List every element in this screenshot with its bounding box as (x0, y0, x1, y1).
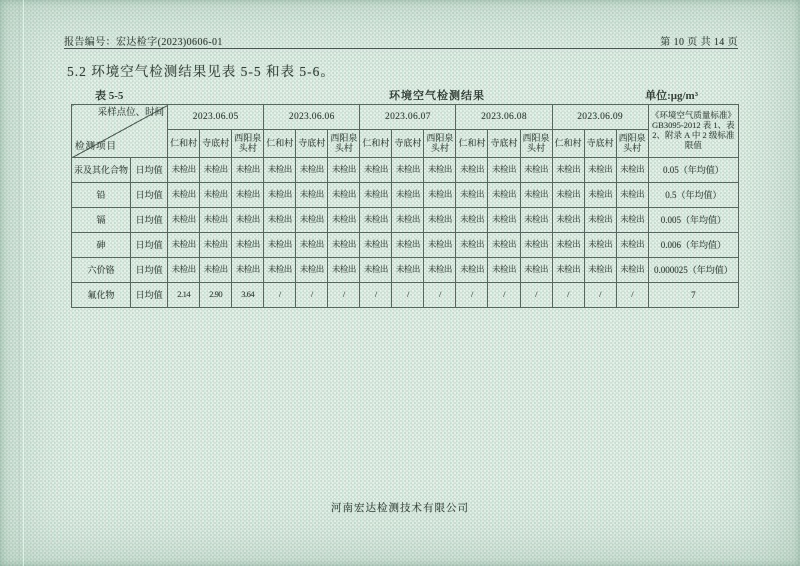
table-row (72, 283, 739, 308)
measurement-value: 未检出 (456, 233, 488, 258)
row-item-label: 砷 (72, 233, 131, 258)
row-item-label: 氟化物 (72, 283, 131, 308)
site-header: 西阳泉头村 (232, 129, 264, 157)
table-caption (71, 87, 738, 103)
measurement-value: 未检出 (552, 208, 584, 233)
measurement-value: 未检出 (232, 183, 264, 208)
site-header: 西阳泉头村 (328, 129, 360, 157)
measurement-value: 未检出 (168, 208, 200, 233)
measurement-value: 未检出 (520, 258, 552, 283)
date-header: 2023.06.07 (360, 105, 456, 130)
table-number: 表 5-5 (95, 90, 124, 102)
measurement-value: / (584, 283, 616, 308)
corner-label-sampling: 采样点位、时间 (97, 108, 165, 118)
row-value-type: 日均值 (131, 283, 168, 308)
measurement-value: 未检出 (200, 258, 232, 283)
measurement-value: 未检出 (264, 183, 296, 208)
measurement-value: 未检出 (264, 208, 296, 233)
measurement-value: 未检出 (360, 258, 392, 283)
header-row-dates (72, 105, 739, 130)
measurement-value: 未检出 (200, 158, 232, 183)
row-item-label: 铅 (72, 183, 131, 208)
row-value-type: 日均值 (131, 158, 168, 183)
measurement-value: 未检出 (264, 158, 296, 183)
site-header: 寺底村 (584, 129, 616, 157)
measurement-value: 未检出 (360, 158, 392, 183)
corner-label-items: 检测项目 (75, 142, 118, 153)
measurement-value: 未检出 (328, 183, 360, 208)
measurement-value: / (424, 283, 456, 308)
measurement-value: 未检出 (392, 208, 424, 233)
measurement-value: 未检出 (232, 258, 264, 283)
measurement-value: 未检出 (360, 233, 392, 258)
measurement-value: 未检出 (552, 258, 584, 283)
row-limit-value: 0.006（年均值） (648, 233, 738, 258)
measurement-value: 未检出 (264, 233, 296, 258)
measurement-value: 未检出 (296, 208, 328, 233)
measurement-value: 未检出 (232, 158, 264, 183)
measurement-value: 未检出 (424, 158, 456, 183)
date-header: 2023.06.05 (168, 105, 264, 130)
measurement-value: 未检出 (584, 158, 616, 183)
date-header: 2023.06.09 (552, 105, 648, 130)
measurement-value: 未检出 (456, 183, 488, 208)
table-body (72, 158, 739, 308)
measurement-value: 3.64 (232, 283, 264, 308)
row-item-label: 六价铬 (72, 258, 131, 283)
measurement-value: 未检出 (616, 208, 648, 233)
site-header: 寺底村 (200, 129, 232, 157)
measurement-value: 未检出 (616, 183, 648, 208)
measurement-value: 未检出 (392, 183, 424, 208)
table-row (72, 208, 739, 233)
table-title: 环境空气检测结果 (389, 90, 485, 102)
measurement-value: 未检出 (584, 258, 616, 283)
measurement-value: 未检出 (168, 158, 200, 183)
measurement-value: 未检出 (488, 258, 520, 283)
table-row (72, 183, 739, 208)
section-title: 5.2 环境空气检测结果见表 5-5 和表 5-6。 (67, 64, 335, 79)
air-quality-results-table (71, 104, 739, 308)
corner-cell-content (72, 105, 167, 157)
measurement-value: 未检出 (488, 233, 520, 258)
measurement-value: 未检出 (424, 258, 456, 283)
header-row-sites (72, 129, 739, 157)
measurement-value: 未检出 (520, 208, 552, 233)
row-limit-value: 0.05（年均值） (648, 158, 738, 183)
measurement-value: / (328, 283, 360, 308)
corner-cell (72, 105, 168, 158)
page-header (64, 30, 738, 49)
measurement-value: 未检出 (328, 158, 360, 183)
measurement-value: 未检出 (616, 258, 648, 283)
row-item-label: 汞及其化合物 (72, 158, 131, 183)
table-row (72, 158, 739, 183)
measurement-value: / (296, 283, 328, 308)
measurement-value: 未检出 (424, 233, 456, 258)
measurement-value: / (360, 283, 392, 308)
measurement-value: 未检出 (200, 233, 232, 258)
measurement-value: 2.90 (200, 283, 232, 308)
measurement-value: 未检出 (200, 183, 232, 208)
row-limit-value: 0.5（年均值） (648, 183, 738, 208)
measurement-value: 未检出 (360, 183, 392, 208)
measurement-value: / (488, 283, 520, 308)
measurement-value: 未检出 (584, 233, 616, 258)
site-header: 仁和村 (264, 129, 296, 157)
measurement-value: 未检出 (328, 258, 360, 283)
row-item-label: 镉 (72, 208, 131, 233)
date-header: 2023.06.08 (456, 105, 552, 130)
measurement-value: 未检出 (616, 233, 648, 258)
measurement-value: 未检出 (456, 208, 488, 233)
measurement-value: 未检出 (488, 158, 520, 183)
measurement-value: 未检出 (392, 233, 424, 258)
measurement-value: 未检出 (456, 258, 488, 283)
measurement-value: 未检出 (424, 208, 456, 233)
measurement-value: 未检出 (296, 183, 328, 208)
measurement-value: 未检出 (328, 208, 360, 233)
measurement-value: 未检出 (616, 158, 648, 183)
measurement-value: 未检出 (520, 183, 552, 208)
site-header: 仁和村 (360, 129, 392, 157)
site-header: 仁和村 (168, 129, 200, 157)
row-limit-value: 0.000025（年均值） (648, 258, 738, 283)
measurement-value: 未检出 (392, 158, 424, 183)
measurement-value: 未检出 (296, 158, 328, 183)
site-header: 寺底村 (488, 129, 520, 157)
measurement-value: 未检出 (168, 258, 200, 283)
row-value-type: 日均值 (131, 183, 168, 208)
measurement-value: 未检出 (488, 208, 520, 233)
measurement-value: 未检出 (360, 208, 392, 233)
measurement-value: 未检出 (488, 183, 520, 208)
measurement-value: 未检出 (296, 258, 328, 283)
measurement-value: 未检出 (264, 258, 296, 283)
measurement-value: 未检出 (456, 158, 488, 183)
table-row (72, 258, 739, 283)
measurement-value: / (264, 283, 296, 308)
row-value-type: 日均值 (131, 258, 168, 283)
row-limit-value: 0.005（年均值） (648, 208, 738, 233)
site-header: 西阳泉头村 (616, 129, 648, 157)
measurement-value: 未检出 (520, 233, 552, 258)
measurement-value: 未检出 (232, 233, 264, 258)
table-row (72, 233, 739, 258)
measurement-value: 未检出 (424, 183, 456, 208)
measurement-value: / (616, 283, 648, 308)
scan-artifact-line (19, 0, 24, 566)
measurement-value: 未检出 (328, 233, 360, 258)
page-footer: 河南宏达检测技术有限公司 (331, 503, 469, 514)
row-value-type: 日均值 (131, 208, 168, 233)
measurement-value: 未检出 (232, 208, 264, 233)
measurement-value: 2.14 (168, 283, 200, 308)
measurement-value: 未检出 (584, 183, 616, 208)
measurement-value: / (392, 283, 424, 308)
measurement-value: / (456, 283, 488, 308)
site-header: 寺底村 (296, 129, 328, 157)
measurement-value: / (520, 283, 552, 308)
measurement-value: 未检出 (584, 208, 616, 233)
measurement-value: 未检出 (552, 233, 584, 258)
site-header: 西阳泉头村 (520, 129, 552, 157)
site-header: 寺底村 (392, 129, 424, 157)
report-number: 报告编号：宏达检字(2023)0606-01 (64, 37, 223, 48)
row-limit-value: 7 (648, 283, 738, 308)
measurement-value: / (552, 283, 584, 308)
measurement-value: 未检出 (552, 158, 584, 183)
measurement-value: 未检出 (520, 158, 552, 183)
site-header: 仁和村 (456, 129, 488, 157)
row-value-type: 日均值 (131, 233, 168, 258)
measurement-value: 未检出 (296, 233, 328, 258)
page-indicator: 第 10 页 共 14 页 (660, 37, 738, 48)
measurement-value: 未检出 (168, 183, 200, 208)
table-unit: 单位:μg/m³ (645, 90, 698, 102)
measurement-value: 未检出 (168, 233, 200, 258)
date-header: 2023.06.06 (264, 105, 360, 130)
measurement-value: 未检出 (392, 258, 424, 283)
site-header: 仁和村 (552, 129, 584, 157)
site-header: 西阳泉头村 (424, 129, 456, 157)
measurement-value: 未检出 (552, 183, 584, 208)
measurement-value: 未检出 (200, 208, 232, 233)
limit-header: 《环境空气质量标准》GB3095-2012 表 1、表 2、附录 A 中 2 级标准限值 (648, 105, 738, 158)
